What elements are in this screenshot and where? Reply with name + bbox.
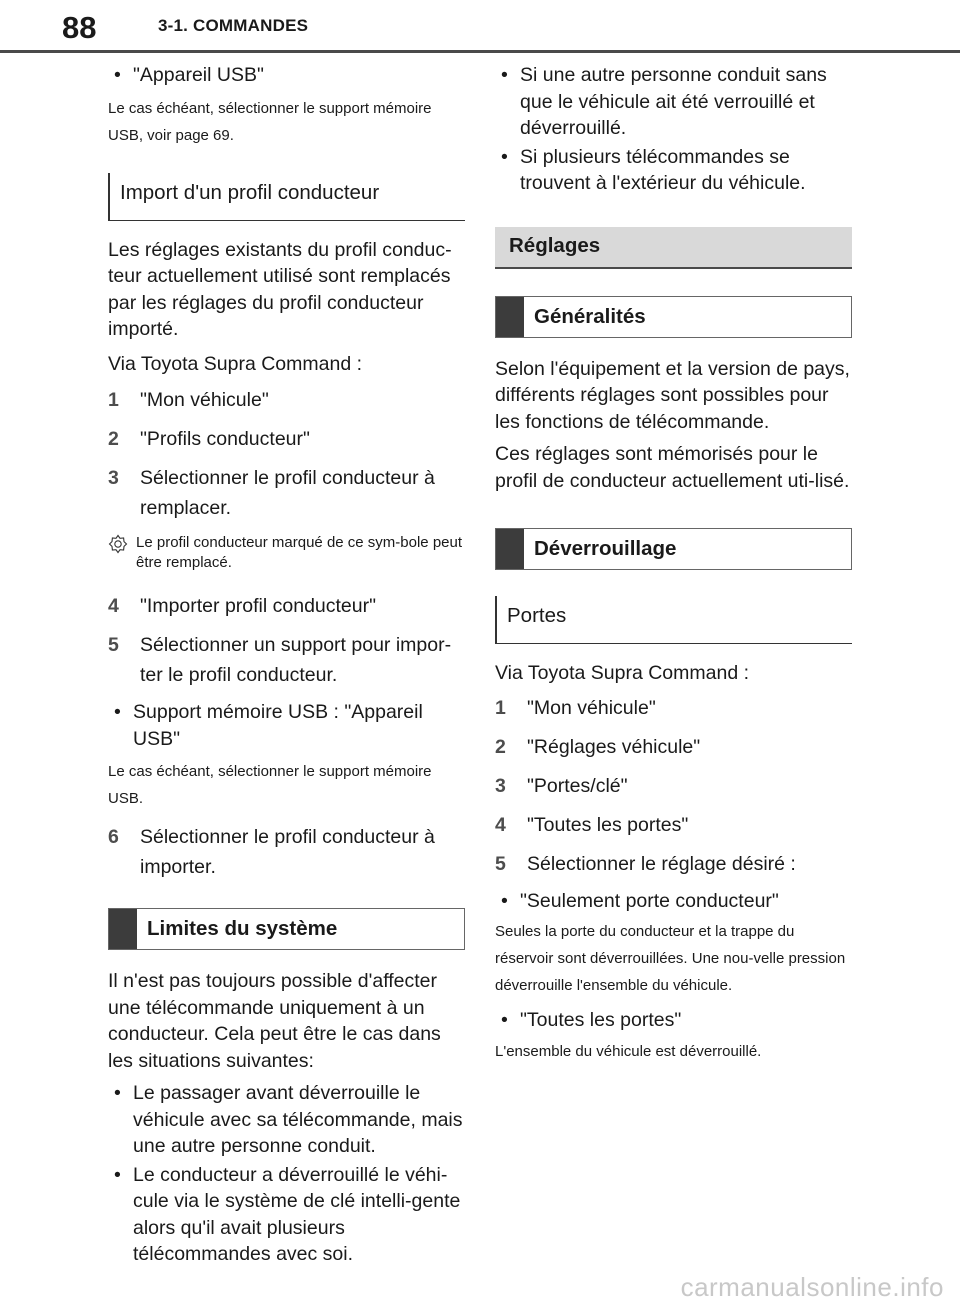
watermark: carmanualsonline.info — [680, 1272, 944, 1302]
step-r2: 2 "Réglages véhicule" — [495, 735, 701, 758]
bullet-plusieurs-telecommandes: • Si plusieurs télécommandes se trouvent à l'extérieur du véhicule. — [501, 145, 806, 194]
step-r3: 3 "Portes/clé" — [495, 774, 628, 797]
step-1: 1 "Mon véhicule" — [108, 389, 269, 411]
step-2: 2 "Profils conducteur" — [108, 428, 310, 450]
heading-import-profil: Import d'un profil conducteur — [108, 173, 465, 221]
heading-reglages: Réglages — [495, 227, 852, 269]
note-toutes-portes: L'ensemble du véhicule est déverrouillé. — [495, 1042, 762, 1060]
para-limites: Il n'est pas toujours possible d'affecter une télécommande uniquement à un conducteur. Cela peut être le cas dans les situations suivantes: — [108, 970, 441, 1072]
symbol-note: Le profil conducteur marqué de ce sym-bole peut être remplacé. — [108, 533, 465, 573]
step-5: 5 Sélectionner un support pour impor-ter le profil conducteur. — [108, 634, 452, 686]
gear-icon — [108, 534, 128, 554]
section-title: 3-1. COMMANDES — [158, 16, 309, 35]
para-generalites-1: Selon l'équipement et la version de pays, différents réglages sont possibles pour les fonctions de télécommande. — [495, 357, 850, 433]
bullet-appareil-usb: • "Appareil USB" — [114, 64, 264, 86]
note-seulement-porte: Seules la porte du conducteur et la trappe du réservoir sont déverrouillées. Une nou-velle pression déverrouille l'ensemble du véhicule. — [495, 923, 846, 994]
step-3: 3 Sélectionner le profil conducteur à remplacer. — [108, 467, 435, 519]
heading-portes: Portes — [495, 596, 852, 644]
via-supra-command-right: Via Toyota Supra Command : — [495, 662, 750, 684]
para-import: Les réglages existants du profil conduc-teur actuellement utilisé sont remplacés par les réglages du profil conducteur importé. — [108, 238, 452, 340]
bullet-seulement-porte: • "Seulement porte conducteur" — [501, 889, 779, 912]
left-column — [108, 62, 465, 1270]
bullet-conducteur: • Le conducteur a déverrouillé le véhi-cule via le système de clé intelli-gente alors qu'il avait plusieurs télécommandes avec soi. — [114, 1163, 461, 1265]
step-6: 6 Sélectionner le profil conducteur à importer. — [108, 826, 435, 878]
bullet-autre-personne: • Si une autre personne conduit sans que le véhicule ait été verrouillé et déverrouillé. — [501, 64, 827, 139]
step-r1: 1 "Mon véhicule" — [495, 696, 656, 719]
heading-generalites: Généralités — [495, 296, 852, 338]
page-header — [0, 0, 960, 56]
heading-limites-systeme: Limites du système — [108, 908, 465, 950]
heading-deverrouillage: Déverrouillage — [495, 528, 852, 570]
note-usb-page69: Le cas échéant, sélectionner le support mémoire USB, voir page 69. — [108, 99, 432, 144]
step-r4: 4 "Toutes les portes" — [495, 813, 689, 836]
bullet-support-usb: • Support mémoire USB : "Appareil USB" — [114, 701, 423, 750]
right-column — [495, 62, 852, 1073]
para-generalites-2: Ces réglages sont mémorisés pour le profil de conducteur actuellement uti-lisé. — [495, 443, 850, 492]
note-usb: Le cas échéant, sélectionner le support mémoire USB. — [108, 763, 432, 807]
bullet-toutes-portes: • "Toutes les portes" — [501, 1009, 682, 1031]
via-supra-command: Via Toyota Supra Command : — [108, 352, 363, 375]
page-number: 88 — [62, 10, 97, 45]
header-rule — [0, 50, 960, 53]
step-r5: 5 Sélectionner le réglage désiré : — [495, 852, 796, 875]
bullet-passager: • Le passager avant déverrouille le véhicule avec sa télécommande, mais une autre personne conduit. — [114, 1082, 463, 1157]
step-4: 4 "Importer profil conducteur" — [108, 595, 377, 617]
